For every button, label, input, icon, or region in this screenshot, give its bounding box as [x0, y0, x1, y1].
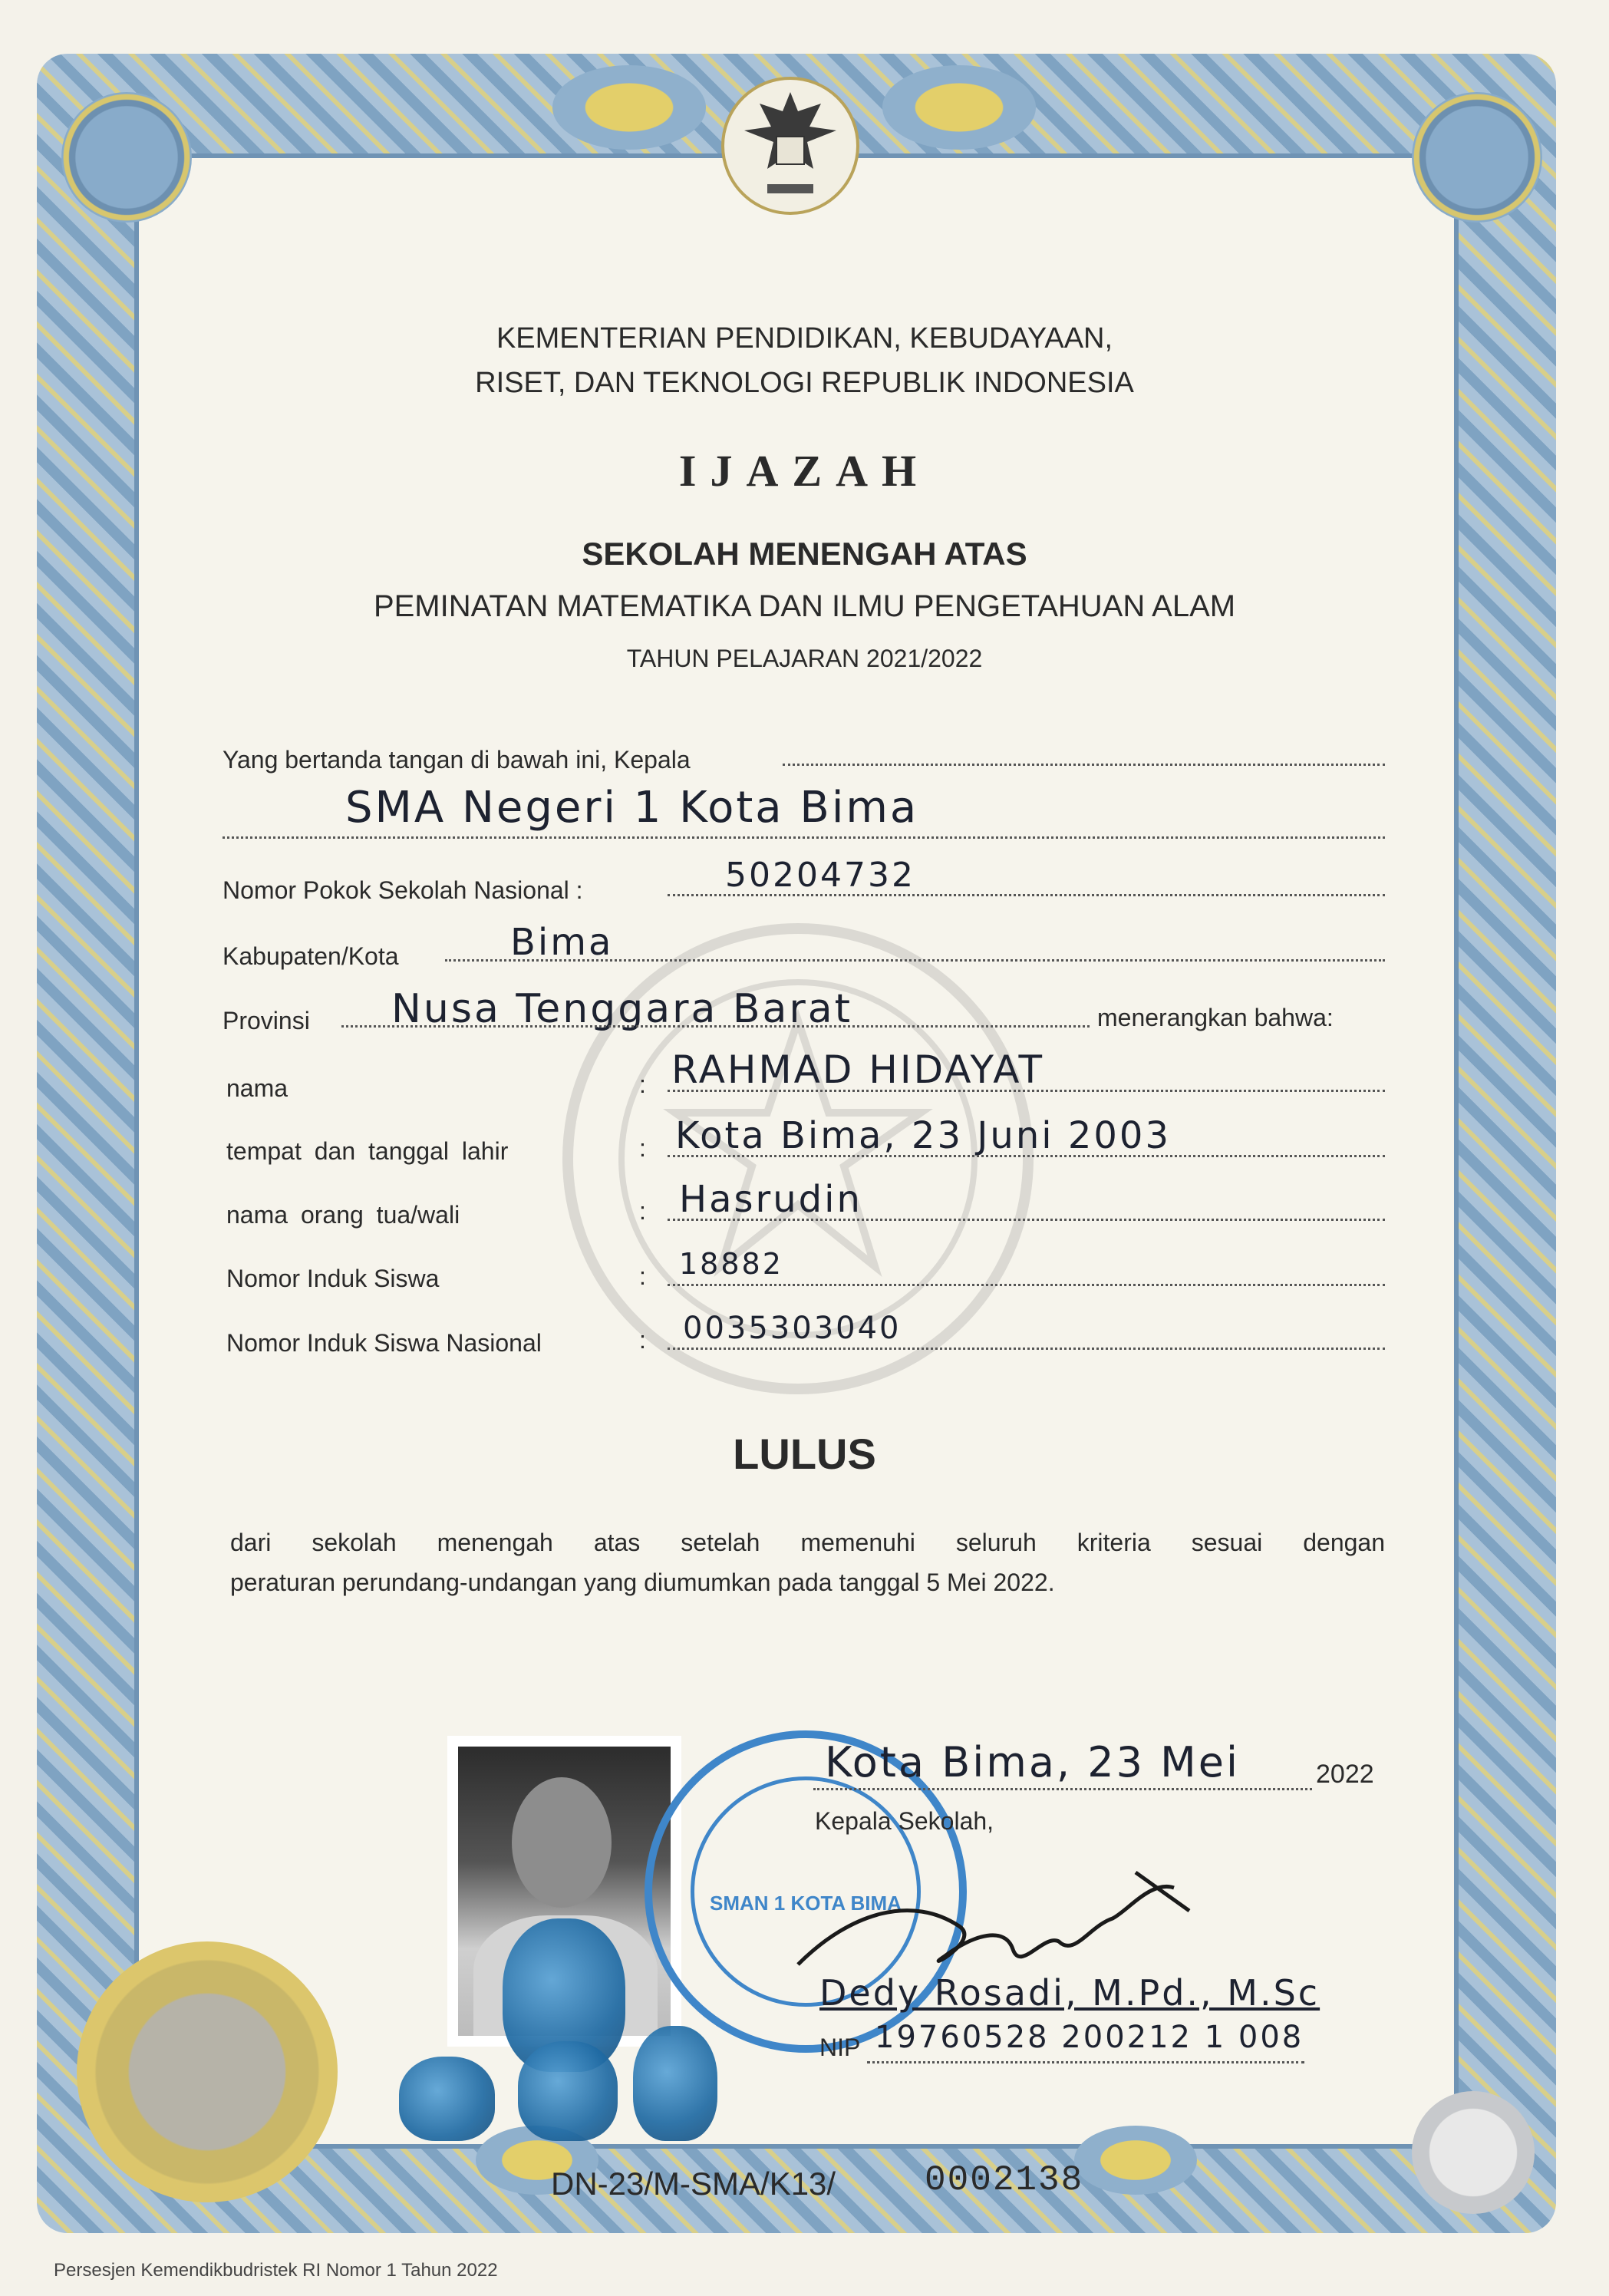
specialization: PEMINATAN MATEMATIKA DAN ILMU PENGETAHUAN ALAM: [373, 589, 1236, 623]
document-title: IJAZAH: [678, 446, 931, 496]
sign-place-date: Kota Bima, 23 Mei: [825, 1738, 1240, 1786]
parent-label: nama orang tua/wali: [226, 1201, 460, 1229]
corner-ornament: [61, 92, 192, 223]
colon: :: [639, 1070, 646, 1098]
ttl-value: Kota Bima, 23 Juni 2003: [675, 1114, 1171, 1157]
sign-position: Kepala Sekolah,: [815, 1807, 994, 1835]
dotted-line: [668, 1090, 1385, 1092]
ministry-line-1: KEMENTERIAN PENDIDIKAN, KEBUDAYAAN,: [496, 322, 1113, 355]
dotted-line: [783, 764, 1385, 766]
dotted-line: [668, 1219, 1385, 1221]
dotted-line: [668, 894, 1385, 896]
dotted-line: [668, 1284, 1385, 1286]
colon: :: [639, 1197, 646, 1225]
intro-label: Yang bertanda tangan di bawah ini, Kepala: [223, 746, 691, 774]
garuda-emblem-icon: [721, 69, 859, 223]
result-text-line-1: dari sekolah menengah atas setelah memenuhi seluruh kriteria sesuai dengan: [230, 1529, 1385, 1556]
provinsi-label: Provinsi: [223, 1007, 310, 1034]
thumbprint: [399, 2057, 495, 2141]
gold-hologram-seal: [77, 1941, 338, 2202]
serial-prefix: DN-23/M-SMA/K13/: [551, 2166, 836, 2202]
graduation-status: LULUS: [733, 1430, 876, 1478]
nama-value: RAHMAD HIDAYAT: [671, 1047, 1045, 1092]
kabupaten-label: Kabupaten/Kota: [223, 942, 399, 970]
result-text-line-2: peraturan perundang-undangan yang diumumkan pada tanggal 5 Mei 2022.: [230, 1569, 1055, 1596]
corner-ornament: [1412, 92, 1542, 223]
dotted-line: [813, 1788, 1312, 1790]
dotted-line: [341, 1025, 1090, 1028]
serial-number: 0002138: [925, 2160, 1084, 2200]
nip-label: NIP: [819, 2034, 861, 2061]
thumbprint: [633, 2026, 717, 2141]
school-year: TAHUN PELAJARAN 2021/2022: [626, 645, 983, 672]
gold-flourish: [552, 65, 706, 150]
npsn-value: 50204732: [725, 856, 915, 895]
ttl-label: tempat dan tanggal lahir: [226, 1137, 509, 1165]
gold-flourish: [1074, 2126, 1197, 2195]
dotted-line: [867, 2061, 1304, 2063]
provinsi-value: Nusa Tenggara Barat: [391, 986, 853, 1032]
dotted-line: [668, 1348, 1385, 1350]
colon: :: [639, 1262, 646, 1290]
dotted-line: [223, 836, 1385, 839]
colon: :: [639, 1326, 646, 1354]
nama-label: nama: [226, 1074, 288, 1102]
kabupaten-value: Bima: [510, 921, 614, 964]
colon: :: [639, 1134, 646, 1162]
silver-hologram-seal: [1412, 2091, 1535, 2214]
stamp-text: SMAN 1 KOTA BIMA: [710, 1892, 902, 1915]
nis-label: Nomor Induk Siswa: [226, 1265, 440, 1292]
thumbprint: [518, 2041, 618, 2141]
parent-value: Hasrudin: [679, 1178, 862, 1221]
dotted-line: [668, 1155, 1385, 1157]
school-name: SMA Negeri 1 Kota Bima: [345, 783, 919, 833]
menerangkan-label: menerangkan bahwa:: [1097, 1004, 1334, 1031]
regulation-note: Persesjen Kemendikbudristek RI Nomor 1 Tahun 2022: [54, 2260, 498, 2281]
npsn-label: Nomor Pokok Sekolah Nasional :: [223, 876, 583, 904]
principal-name: Dedy Rosadi, M.Pd., M.Sc: [819, 1972, 1321, 2014]
nis-value: 18882: [679, 1247, 783, 1281]
nip-value: 19760528 200212 1 008: [875, 2020, 1304, 2055]
ministry-line-2: RISET, DAN TEKNOLOGI REPUBLIK INDONESIA: [475, 367, 1134, 399]
nisn-label: Nomor Induk Siswa Nasional: [226, 1329, 542, 1357]
dotted-line: [445, 959, 1385, 962]
nisn-value: 0035303040: [683, 1311, 902, 1346]
sign-year: 2022: [1316, 1760, 1374, 1789]
gold-flourish: [882, 65, 1036, 150]
school-level: SEKOLAH MENENGAH ATAS: [582, 536, 1027, 572]
